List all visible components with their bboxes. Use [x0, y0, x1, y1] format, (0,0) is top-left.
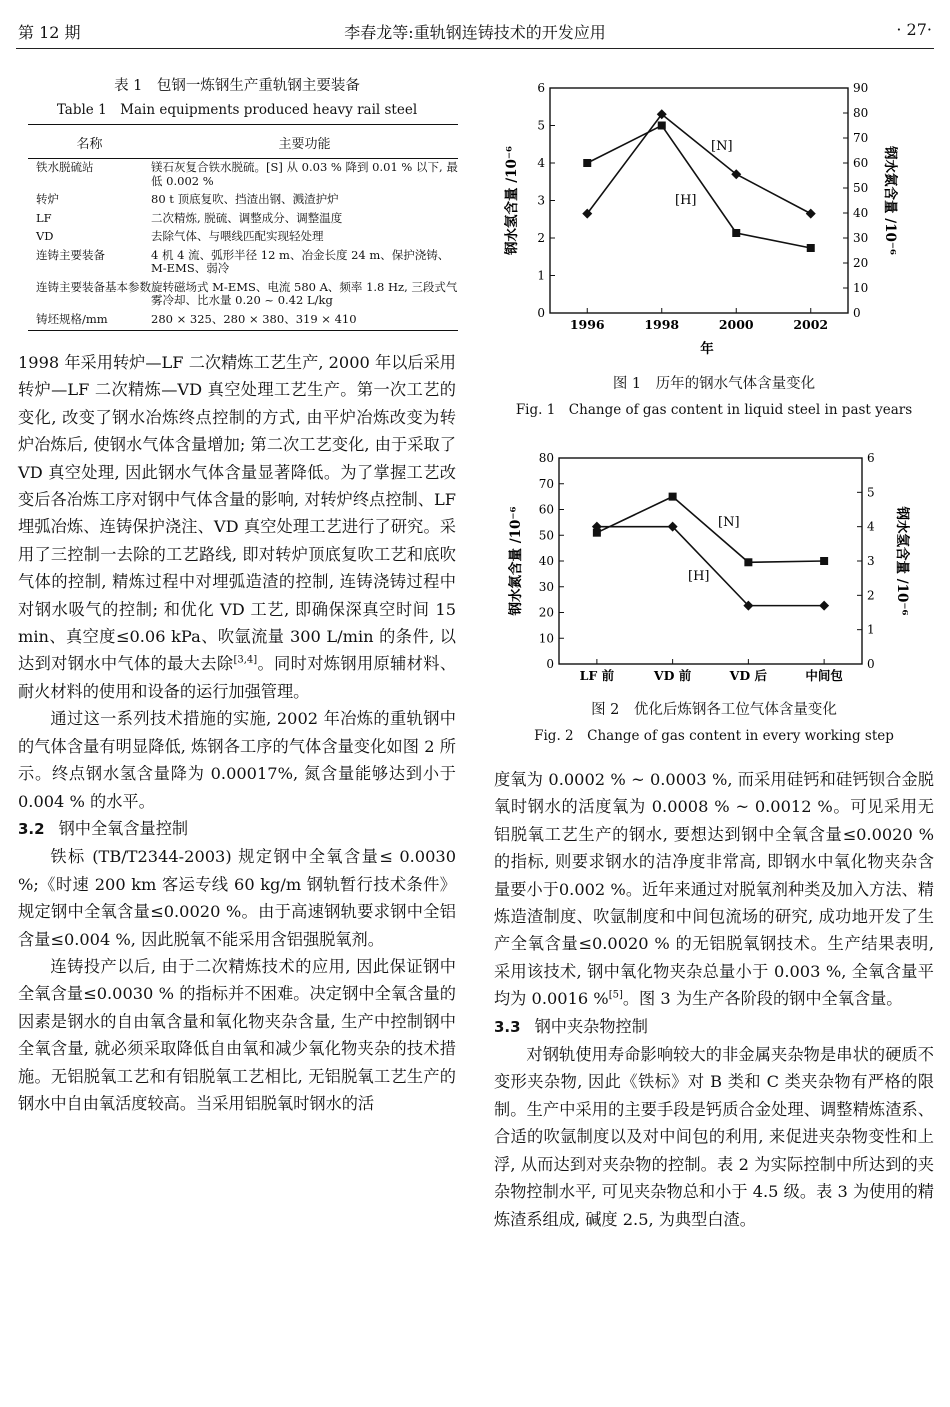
right-axis-label: 钢水氢含量 /10⁻⁶	[894, 506, 910, 616]
right-tick-label: 1	[867, 622, 875, 637]
table-cell: 280 × 325、280 × 380、319 × 410	[151, 311, 458, 331]
left-tick-label: 3	[537, 193, 545, 208]
table-cell: 镁石灰复合铁水脱硫。[S] 从 0.03 % 降到 0.01 % 以下, 最低 0.002 %	[151, 160, 458, 188]
x-axis-label: 年	[700, 341, 714, 357]
table-row	[28, 210, 458, 229]
left-tick-label: 4	[537, 156, 545, 170]
page-header	[18, 20, 932, 46]
right-tick-label: 4	[867, 519, 875, 534]
running-title: 李春龙等:重轨钢连铸技术的开发应用	[344, 23, 606, 42]
left-tick-label: 70	[538, 476, 554, 491]
table-cell: 连铸主要装备基本参数	[36, 279, 151, 294]
citation: [5]	[608, 989, 623, 1001]
right-axis-label: 钢水氮含量 /10⁻⁶	[882, 146, 898, 255]
right-tick-label: 50	[853, 181, 869, 195]
right-tick-label: 30	[853, 231, 869, 245]
square-marker	[658, 122, 666, 130]
header-rule	[16, 48, 934, 49]
right-tick-label: 70	[853, 131, 869, 145]
right-tick-label: 20	[853, 256, 869, 270]
plot-frame	[550, 88, 848, 313]
x-tick-label: LF 前	[579, 668, 615, 683]
x-tick-label: VD 后	[729, 668, 768, 683]
right-column	[494, 68, 934, 1233]
right-tick-label: 2	[867, 588, 875, 603]
right-tick-label: 3	[867, 554, 875, 568]
square-marker	[583, 159, 591, 167]
paragraph: 通过这一系列技术措施的实施, 2002 年冶炼的重轨钢中的气体含量有明显降低, 炼钢各工序的气体含量变化如图 2 所示。终点钢水氢含量降为 0.00017%, 氮含量能够达到小于 0.004 % 的水平。	[18, 709, 456, 811]
table-header-function: 主要功能	[151, 125, 458, 159]
table-cell: VD	[36, 229, 54, 243]
figure-1-chart	[494, 68, 934, 368]
paragraph: 铁标 (TB/T2344-2003) 规定钢中全氧含量≤ 0.0030 %;《时速 200 km 客运专线 60 kg/m 钢轨暂行技术条件》规定钢中全氧含量≤0.0020 %。由于高速钢轨要求钢中全铝含量≤0.004 %, 因此脱氧不能采用含铝强脱氧剂。	[18, 847, 456, 949]
right-tick-label: 60	[853, 156, 869, 170]
table-cell: 铁水脱硫站	[36, 160, 94, 174]
paragraph: 度氧为 0.0002 % ~ 0.0003 %, 而采用硅钙和硅钙钡合金脱氧时钢水的活度氧为 0.0008 % ~ 0.0012 %。可见采用无铝脱氧工艺生产的钢水, 要想达到钢中全氧含量≤0.0020 % 的指标, 则要求钢水的洁净度非常高, 即钢水中氧化物夹杂含量要小于0.002 %。近年来通过对脱氧剂种类及加入方法、精炼造渣制度、吹氩制度和中间包流场的研究, 成功地开发了生产全氧含量≤0.0020 % 的无铝脱氧钢技术。生产结果表明, 采用该技术, 钢中氧化物夹杂总量小于 0.003 %, 全氧含量平均为 0.0016 %[5]。图 3 为生产各阶段的钢中全氧含量。	[494, 770, 934, 1009]
table-cell: 二次精炼, 脱硫、调整成分、调整温度	[151, 210, 343, 225]
paragraph: 连铸投产以后, 由于二次精炼技术的应用, 因此保证钢中全氧含量≤0.0030 % 的指标并不困难。决定钢中全氧含量的因素是钢水的自由氧含量和氧化物夹杂含量, 生产中控制钢中全氧含量, 就必须采取降低自由氧和减少氧化物夹杂的技术措施。无铝脱氧工艺和有铝脱氧工艺相比, 无铝脱氧工艺生产的钢水中自由氧活度较高。当采用铝脱氧时钢水的活	[18, 956, 456, 1113]
citation: [3,4]	[233, 655, 258, 667]
left-tick-label: 50	[538, 528, 554, 543]
table-cell: 连铸主要装备	[36, 247, 105, 262]
table-row	[28, 228, 458, 247]
figure-1-caption-en: Fig. 1 Change of gas content in liquid steel in past years	[515, 402, 913, 418]
left-column	[18, 68, 456, 1117]
right-tick-label: 90	[853, 81, 869, 95]
x-tick-label: 1998	[644, 317, 680, 332]
table-cell: 4 机 4 流、弧形半径 12 m、冶金长度 24 m、保护浇铸、M-EMS、弱冷	[151, 247, 450, 275]
left-tick-label: 6	[537, 81, 545, 95]
series-label: [H]	[675, 193, 697, 208]
left-axis-label: 钢水氮含量 /10⁻⁶	[508, 506, 524, 616]
left-tick-label: 30	[538, 579, 554, 594]
figure-2-caption-en: Fig. 2 Change of gas content in every working step	[534, 728, 894, 744]
series-line	[597, 497, 824, 563]
page-number: · 27·	[896, 20, 932, 39]
square-marker	[744, 558, 752, 566]
x-tick-label: 中间包	[805, 668, 843, 683]
figure-2-chart	[494, 436, 934, 694]
diamond-marker	[806, 209, 816, 219]
paragraph: 1998 年采用转炉—LF 二次精炼工艺生产, 2000 年以后采用转炉—LF 二次精炼—VD 真空处理工艺生产。第一次工艺的变化, 改变了钢水冶炼终点控制的方式, 由平炉冶炼改变为转炉冶炼后, 使钢水气体含量增加; 第二次工艺变化, 由于采取了 VD 真空处理, 因此钢水气体含量显著降低。为了掌握工艺改变后各冶炼工序对钢中气体含量的影响, 对转炉终点控制、LF 埋弧冶炼、连铸保护浇注、VD 真空处理工艺进行了研究。采用了三控制一去除的工艺路线, 即对转炉顶底复吹工艺和底吹气体的控制, 精炼过程中对埋弧造渣的控制, 连铸浇铸过程中对钢水吸气的控制; 和优化 VD 工艺, 即确保深真空时间 15 min、真空度≤0.06 kPa、吹氩流量 300 L/min 的条件, 以达到对钢水中气体的最大去除[3,4]。同时对炼钢用原辅材料、耐火材料的使用和设备的运行加强管理。	[18, 353, 457, 701]
left-tick-label: 40	[538, 554, 554, 568]
table-row	[28, 279, 458, 311]
left-axis-label: 钢水氢含量 /10⁻⁶	[504, 146, 520, 255]
table-cell: 去除气体、与喂线匹配实现轻处理	[151, 229, 324, 243]
left-tick-label: 5	[537, 118, 545, 133]
left-tick-label: 10	[538, 631, 554, 646]
series-label: [H]	[688, 569, 710, 584]
x-tick-label: 1996	[569, 317, 605, 332]
x-tick-label: VD 前	[653, 668, 692, 683]
table-header-name: 名称	[28, 125, 151, 159]
section-heading: 3.3 钢中夹杂物控制	[494, 1016, 648, 1036]
table-row	[28, 159, 458, 192]
right-tick-label: 40	[853, 206, 869, 220]
table-cell: LF	[36, 210, 52, 225]
table-cell: 80 t 顶底复吹、挡渣出钢、溅渣护炉	[151, 192, 339, 206]
left-tick-label: 2	[537, 231, 545, 245]
right-tick-label: 80	[853, 106, 869, 120]
right-tick-label: 0	[853, 306, 861, 320]
x-tick-label: 2002	[793, 317, 829, 332]
left-tick-label: 60	[538, 502, 554, 517]
left-tick-label: 0	[537, 306, 545, 320]
table-cell: 转炉	[36, 192, 59, 206]
left-tick-label: 0	[546, 657, 554, 671]
square-marker	[669, 493, 677, 501]
equipment-table	[28, 124, 458, 331]
square-marker	[820, 557, 828, 565]
series-label: [N]	[718, 515, 740, 530]
left-tick-label: 1	[537, 268, 545, 283]
series-line	[597, 527, 824, 606]
square-marker	[807, 244, 815, 252]
table-row	[28, 311, 458, 331]
paragraph: 对钢轨使用寿命影响较大的非金属夹杂物是串状的硬质不变形夹杂物, 因此《铁标》对 B 类和 C 类夹杂物有严格的限制。生产中采用的主要手段是钙质合金处理、调整精炼渣系、合适的吹氩制度以及对中间包的利用, 来促进夹杂物变性和上浮, 从而达到对夹杂物的控制。表 2 为实际控制中所达到的夹杂物控制水平, 可见夹杂物总和小于 4.5 级。表 3 为使用的精炼渣系组成, 碱度 2.5, 为典型白渣。	[494, 1045, 934, 1229]
x-tick-label: 2000	[718, 317, 754, 332]
diamond-marker	[819, 601, 829, 611]
section-heading: 3.2 钢中全氧含量控制	[18, 818, 189, 838]
table1-caption-en: Table 1 Main equipments produced heavy rail steel	[56, 102, 418, 118]
table-cell: 铸坯规格/mm	[28, 311, 151, 331]
table-row	[28, 247, 458, 279]
left-tick-label: 80	[538, 451, 554, 465]
series-line	[587, 114, 811, 213]
figure-1-caption-zh: 图 1 历年的钢水气体含量变化	[612, 376, 816, 392]
right-tick-label: 10	[853, 281, 869, 295]
left-tick-label: 20	[538, 605, 554, 620]
table1-caption-zh: 表 1 包钢一炼钢生产重轨钢主要装备	[114, 78, 360, 94]
right-tick-label: 6	[867, 451, 875, 465]
series-label: [N]	[711, 139, 733, 154]
square-marker	[732, 229, 740, 237]
figure-2-caption-zh: 图 2 优化后炼钢各工位气体含量变化	[591, 702, 837, 718]
issue-number: 第 12 期	[18, 23, 81, 42]
table-cell: 旋转磁场式 M-EMS、电流 580 A、频率 1.8 Hz, 三段式气雾冷却、比水量 0.20 ~ 0.42 L/kg	[151, 279, 458, 307]
right-tick-label: 0	[867, 657, 875, 671]
table-row	[28, 191, 458, 210]
right-tick-label: 5	[867, 485, 875, 500]
